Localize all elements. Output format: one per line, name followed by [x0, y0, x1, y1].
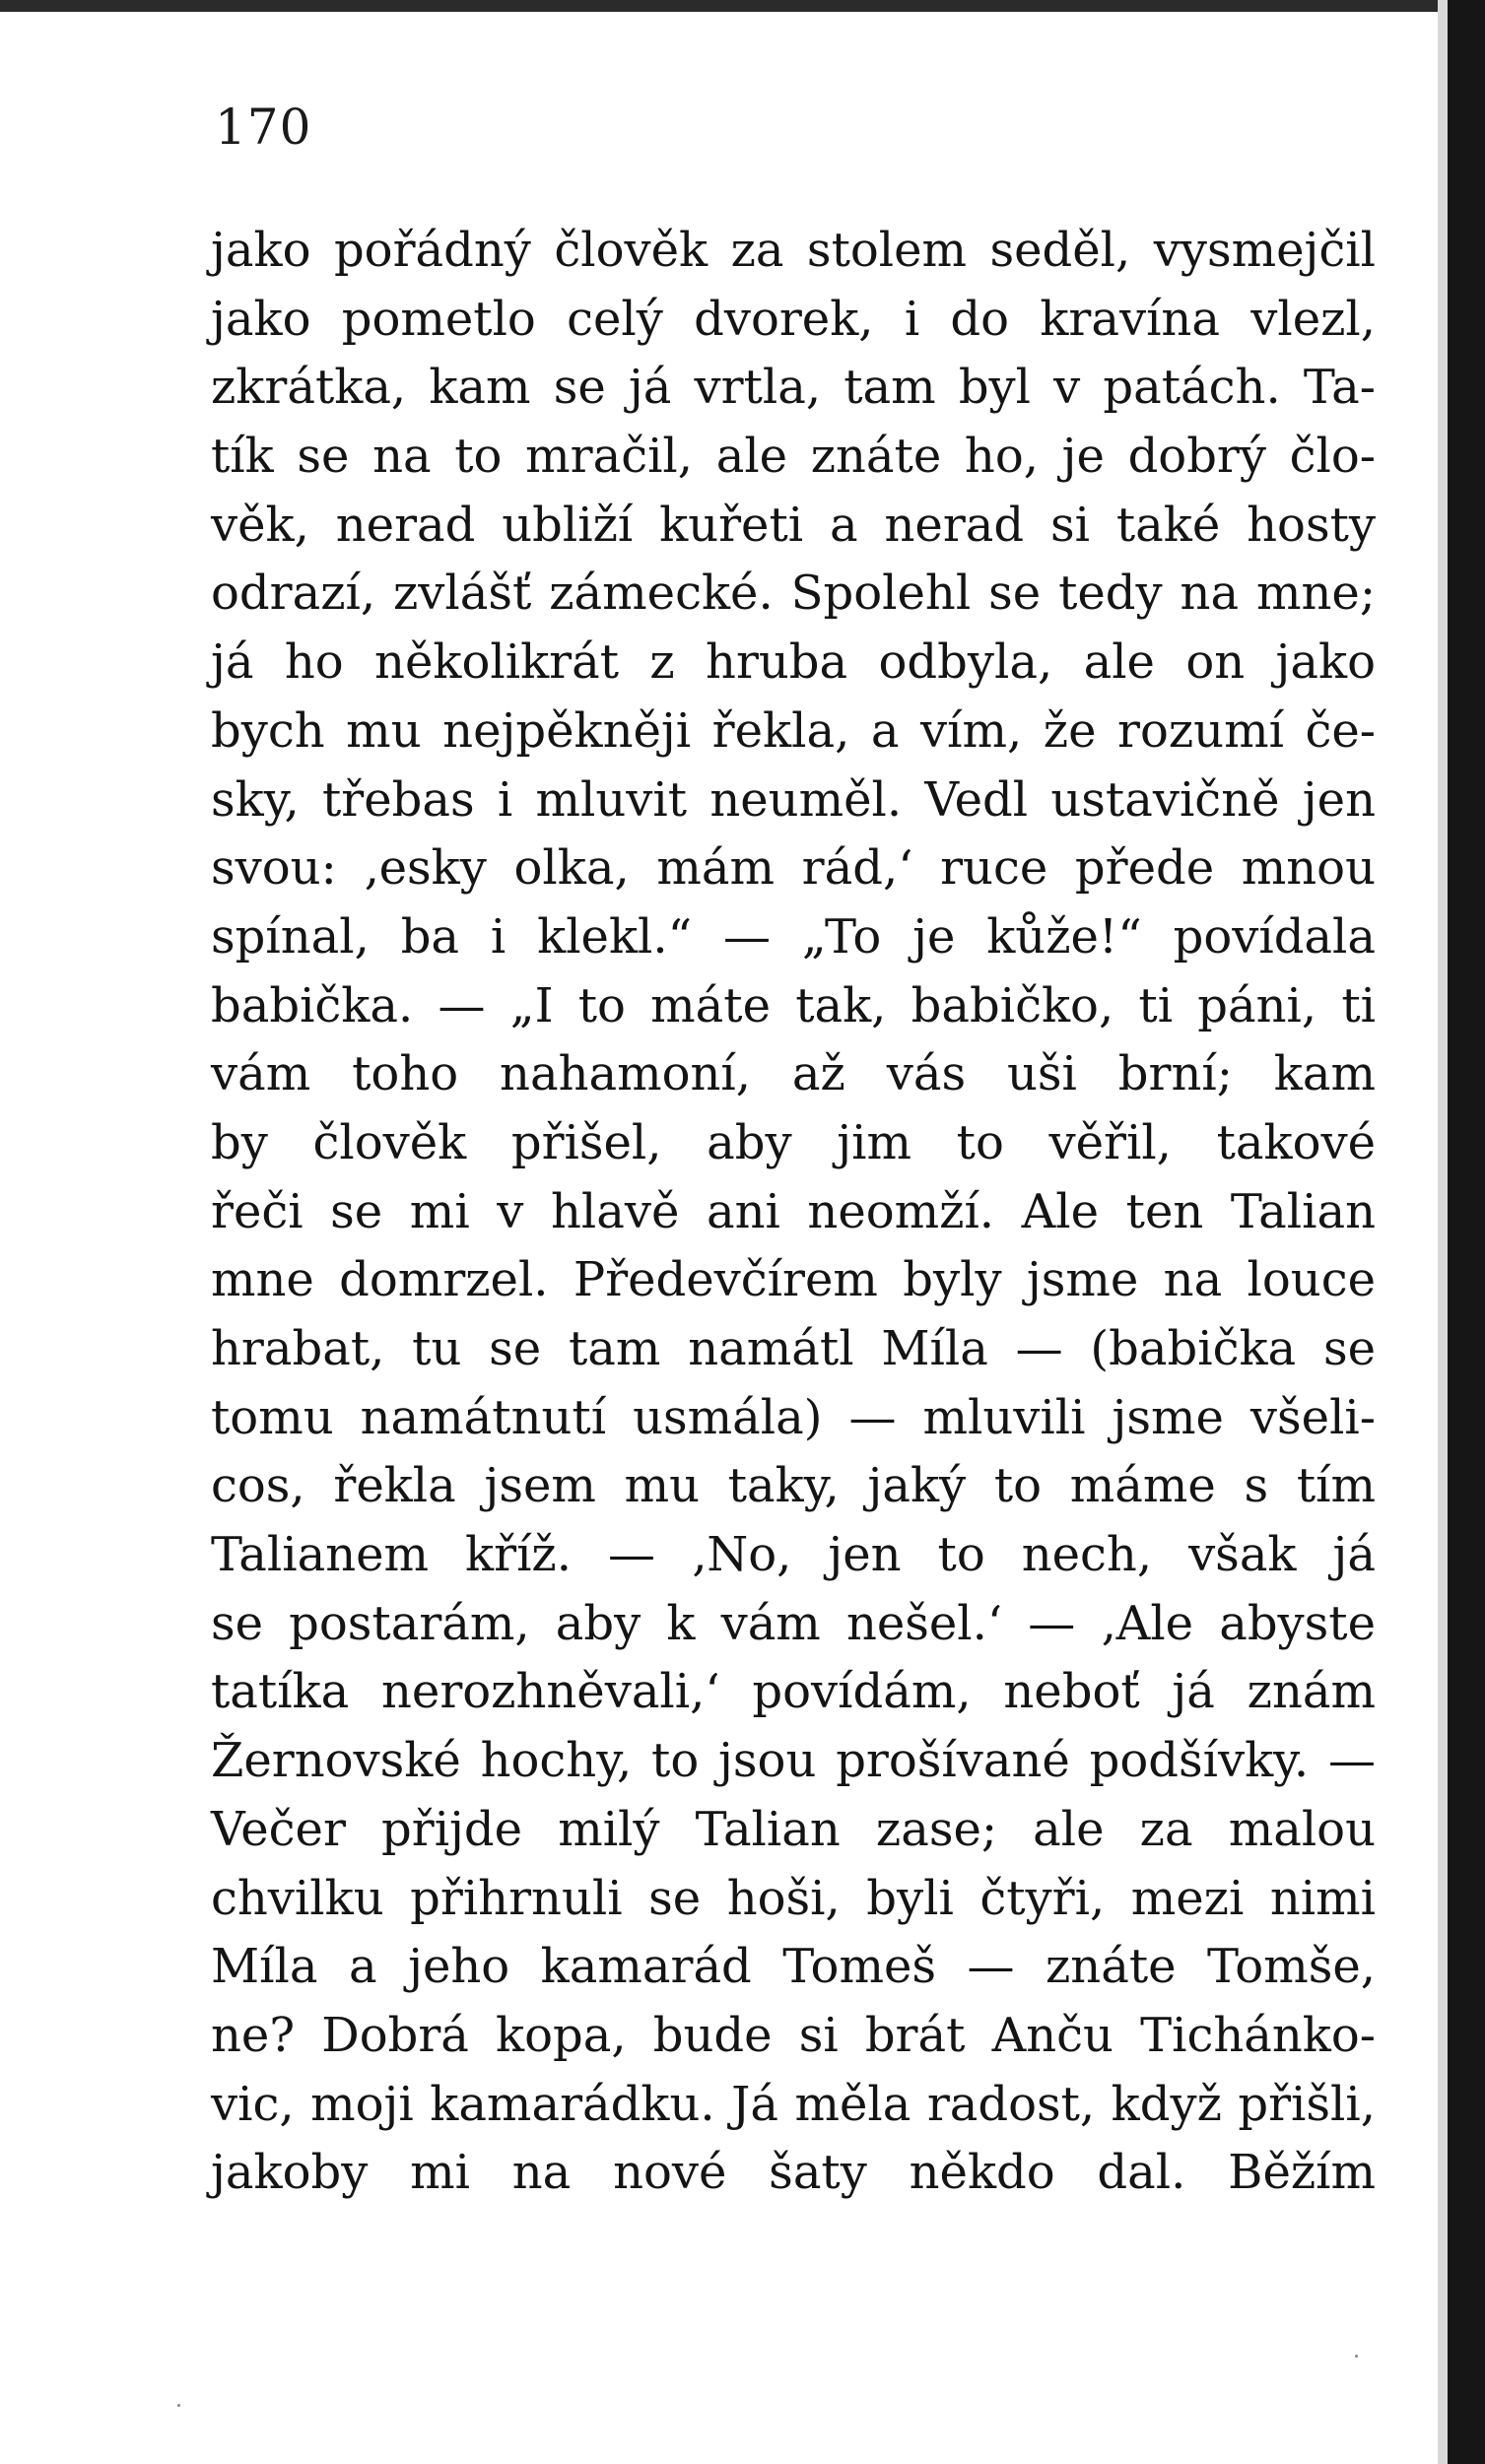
text-line: chvilku přihrnuli se hoši, byli čtyři, mezi nimi	[211, 1870, 1376, 1926]
text-line: sky, třebas i mluvit neuměl. Vedl ustavičně jen	[211, 771, 1376, 828]
text-line: by člověk přišel, aby jim to věřil, takové	[211, 1114, 1376, 1170]
scan-speck	[177, 2404, 180, 2407]
text-line: mne domrzel. Předevčírem byly jsme na louce	[211, 1252, 1376, 1308]
text-line: tomu namátnutí usmála) — mluvili jsme všeli-	[211, 1389, 1376, 1445]
text-line: svou: ‚esky olka, mám rád,‘ ruce přede mnou	[211, 840, 1376, 897]
text-line: Žernovské hochy, to jsou prošívané podšívky. —	[211, 1733, 1376, 1789]
body-text	[211, 217, 1376, 2208]
text-line: já ho několikrát z hruba odbyla, ale on jako	[211, 634, 1376, 691]
scan-right-edge	[1448, 0, 1485, 2464]
text-line: ne? Dobrá kopa, bude si brát Anču Tichánko-	[211, 2007, 1376, 2063]
text-line: se postarám, aby k vám nešel.‘ — ‚Ale abyste	[211, 1595, 1376, 1651]
scan-page-fold	[1438, 0, 1448, 2464]
text-line: tatíka nerozhněvali,‘ povídám, neboť já znám	[211, 1664, 1376, 1720]
text-line: vám toho nahamoní, až vás uši brní; kam	[211, 1046, 1376, 1102]
text-line: věk, nerad ubliží kuřeti a nerad si také hosty	[211, 497, 1376, 553]
text-line: tík se na to mračil, ale znáte ho, je dobrý člo-	[211, 429, 1376, 485]
text-line: zkrátka, kam se já vrtla, tam byl v patách. Ta-	[211, 360, 1376, 416]
text-line: Talianem kříž. — ‚No, jen to nech, však já	[211, 1527, 1376, 1583]
text-line: jakoby mi na nové šaty někdo dal. Běžím	[211, 2145, 1376, 2201]
scan-top-edge	[0, 0, 1485, 12]
text-line: spínal, ba i klekl.“ — „To je kůže!“ povídala	[211, 908, 1376, 965]
page-number: 170	[215, 99, 312, 156]
text-line: Míla a jeho kamarád Tomeš — znáte Tomše,	[211, 1939, 1376, 1995]
text-line: vic, moji kamarádku. Já měla radost, když přišli,	[211, 2076, 1376, 2132]
text-line: jako pořádný člověk za stolem seděl, vysmejčil	[211, 223, 1376, 278]
text-line: cos, řekla jsem mu taky, jaký to máme s tím	[211, 1458, 1376, 1514]
text-line: jako pometlo celý dvorek, i do kravína vlezl,	[211, 291, 1376, 347]
text-line: Večer přijde milý Talian zase; ale za malou	[211, 1801, 1376, 1857]
text-line: bych mu nejpěkněji řekla, a vím, že rozumí če-	[211, 702, 1376, 759]
text-line: hrabat, tu se tam namátl Míla — (babička se	[211, 1321, 1376, 1376]
text-line: odrazí, zvlášť zámecké. Spolehl se tedy na mne;	[211, 566, 1376, 622]
scan-speck	[1355, 2355, 1358, 2358]
text-line: babička. — „I to máte tak, babičko, ti páni, ti	[211, 977, 1376, 1033]
text-line: řeči se mi v hlavě ani neomží. Ale ten Talian	[211, 1183, 1376, 1239]
